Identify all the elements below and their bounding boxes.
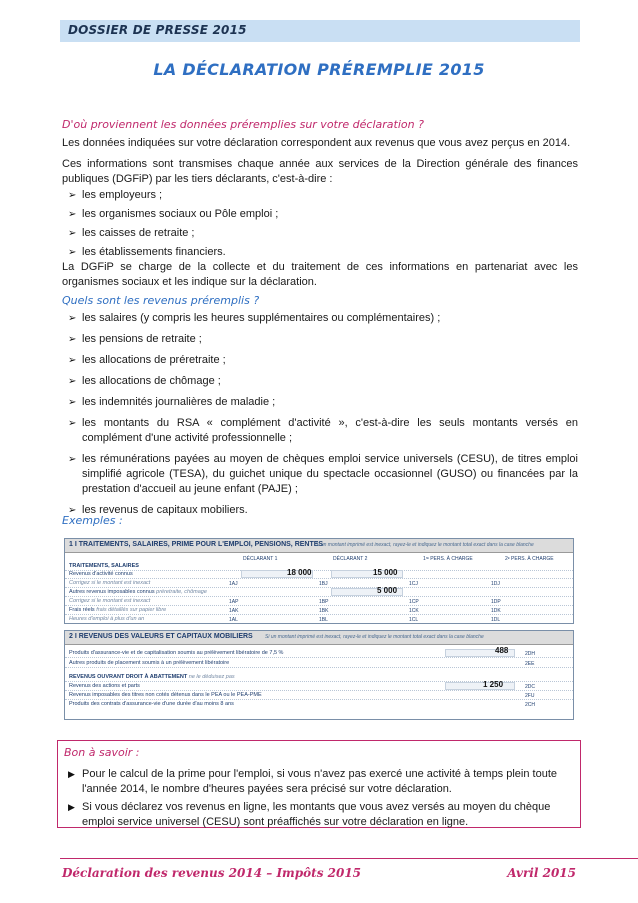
form1-box-code: 1DL (491, 617, 501, 623)
list-item: ➢ les montants du RSA « complément d'activité », c'est-à-dire les seuls montants versés en complément d'une activité professionnelle ; (68, 417, 578, 444)
list-item: ▶ Si vous déclarez vos revenus en ligne, les montants que vous avez versés au moyen du chèque emploi service universel (CESU) sont préaffichés sur votre déclaration en ligne. (68, 801, 551, 828)
form1-box-code: 1BP (319, 599, 329, 605)
form1-col-header: DÉCLARANT 1 (243, 556, 278, 562)
form1-box-code: 1BL (319, 617, 328, 623)
form1-row (65, 597, 573, 606)
form2-row (65, 646, 573, 658)
form1-box-code: 1BJ (319, 581, 328, 587)
arrow-bullet-icon: ➢ (68, 376, 77, 387)
form-example-salaries (64, 538, 574, 624)
form1-box-code: 1DK (491, 608, 501, 614)
form1-row-label: Corrigez si le montant est inexact (69, 580, 151, 586)
footer-divider (60, 858, 638, 859)
triangle-bullet-icon: ▶ (68, 769, 75, 779)
triangle-bullet-icon: ▶ (68, 802, 75, 812)
list-item: ➢ les revenus de capitaux mobiliers. (68, 504, 248, 516)
form1-row-label: Frais réels frais détaillés sur papier libre (69, 607, 167, 613)
form2-box-code: 2DH (525, 651, 536, 657)
list-item: ➢ les caisses de retraite ; (68, 227, 195, 239)
form1-row-label: Autres revenus imposables connus préretraite, chômage (69, 589, 207, 595)
form1-row (65, 615, 573, 624)
form2-row-label: Autres produits de placement soumis à un prélèvement libératoire (69, 660, 230, 666)
bon-a-savoir-heading: Bon à savoir : (64, 746, 140, 759)
form2-row-label: Revenus imposables des titres non cotés détenus dans le PEA ou le PEA-PME (69, 692, 262, 698)
list-item: ➢ les pensions de retraite ; (68, 333, 202, 345)
section2-list (68, 311, 578, 524)
form1-row-label: TRAITEMENTS, SALAIRES (69, 563, 139, 569)
form1-box-code: 1CL (409, 617, 419, 623)
list-item: ➢ les organismes sociaux ou Pôle emploi ; (68, 208, 279, 220)
form1-box-code: 1AL (229, 617, 238, 623)
form2-note: Si un montant imprimé est inexact, rayez-le et indiquez le montant total exact dans la case blanche (265, 634, 484, 640)
form2-box-code: 2FU (525, 693, 535, 699)
header-band-text: DOSSIER DE PRESSE 2015 (68, 23, 247, 37)
form1-col-header: 1ʳᵉ PERS. À CHARGE (423, 556, 473, 562)
form1-row (65, 588, 573, 597)
form1-box-code: 1CJ (409, 581, 418, 587)
header-band (60, 20, 580, 42)
arrow-bullet-icon: ➢ (68, 334, 77, 345)
section1-para3: La DGFiP se charge de la collecte et du traitement de ces informations en partenariat avec les organismes sociaux et les indique sur la déclaration. (62, 261, 578, 288)
form1-row (65, 579, 573, 588)
form2-value: 1 250 (483, 680, 504, 689)
form2-row-label: Produits d'assurance-vie et de capitalisation soumis au prélèvement libératoire de 7,5 % (69, 650, 284, 656)
list-item: ➢ les allocations de préretraite ; (68, 354, 226, 366)
list-item: ➢ les employeurs ; (68, 189, 163, 201)
form2-box-code: 2DC (525, 684, 536, 690)
page-title: LA DÉCLARATION PRÉREMPLIE 2015 (153, 60, 485, 79)
section1-para2: Ces informations sont transmises chaque année aux services de la Direction générale des finances publiques (DGFiP) par les tiers déclarants, c'est-à-dire : (62, 158, 578, 185)
list-item: ➢ les salaires (y compris les heures supplémentaires ou complémentaires) ; (68, 312, 441, 324)
bon-a-savoir-box (57, 740, 581, 828)
section1-para1: Les données indiquées sur votre déclaration correspondent aux revenus que vous avez perçus en 2014. (62, 137, 571, 149)
form1-box-code: 1CK (409, 608, 419, 614)
arrow-bullet-icon: ➢ (68, 209, 77, 220)
form1-row-label: Corrigez si le montant est inexact (69, 598, 151, 604)
form1-box-code: 1AJ (229, 581, 238, 587)
list-item: ▶ Pour le calcul de la prime pour l'emploi, si vous n'avez pas exercé une activité à temps plein toute l'année 2014, le nombre d'heures payées sera précisé sur votre déclaration. (68, 768, 558, 795)
form-example-capital-income (64, 630, 574, 720)
form1-row (65, 570, 573, 579)
form1-note: Si un montant imprimé est inexact, rayez-le et indiquez le montant total exact dans la case blanche (315, 542, 534, 548)
form1-box-code: 1AP (229, 599, 239, 605)
form2-title: 2 I REVENUS DES VALEURS ET CAPITAUX MOBILIERS (69, 633, 253, 640)
form2-row (65, 700, 573, 709)
form1-col-header: 2ᵉ PERS. À CHARGE (505, 556, 554, 562)
footer-date: Avril 2015 (507, 866, 576, 880)
form1-title: 1 I TRAITEMENTS, SALAIRES, PRIME POUR L'EMPLOI, PENSIONS, RENTES (69, 541, 324, 548)
list-item: ➢ les indemnités journalières de maladie ; (68, 396, 276, 408)
arrow-bullet-icon: ➢ (68, 228, 77, 239)
form2-title-bar (65, 631, 573, 645)
list-item: ➢ les rémunérations payées au moyen de chèques emploi service universels (CESU), de titres emploi simplifié agricole (TESA), du guichet unique du spectacle occasionnel (GUSO) ou financées par la prestation d'accueil au jeune enfant (PAJE) ; (68, 453, 578, 495)
form2-row (65, 659, 573, 668)
arrow-bullet-icon: ➢ (68, 313, 77, 324)
form1-row-label: Heures d'emploi à plus d'un an (69, 616, 145, 622)
form1-box-code: 1DP (491, 599, 501, 605)
examples-heading: Exemples : (62, 514, 123, 527)
section1-heading: D'où proviennent les données préremplies sur votre déclaration ? (62, 118, 424, 131)
list-item: ➢ les établissements financiers. (68, 246, 226, 258)
form1-row (65, 606, 573, 615)
list-item: ➢ les allocations de chômage ; (68, 375, 221, 387)
form2-cell (445, 682, 515, 690)
arrow-bullet-icon: ➢ (68, 190, 77, 201)
section1-list (68, 188, 578, 264)
form1-box-code: 1BK (319, 608, 329, 614)
arrow-bullet-icon: ➢ (68, 418, 77, 429)
form2-row (65, 691, 573, 700)
form1-box-code: 1DJ (491, 581, 500, 587)
form1-row-label: Revenus d'activité connus (69, 571, 133, 577)
arrow-bullet-icon: ➢ (68, 454, 77, 465)
form2-value: 488 (495, 646, 509, 655)
form1-value: 15 000 (373, 568, 398, 577)
arrow-bullet-icon: ➢ (68, 397, 77, 408)
footer-left-text: Déclaration des revenus 2014 – Impôts 2015 (62, 866, 362, 880)
form2-row-label: Revenus des actions et parts (69, 683, 140, 689)
arrow-bullet-icon: ➢ (68, 247, 77, 258)
form2-row-label: REVENUS OUVRANT DROIT À ABATTEMENT ne le déduisez pas (69, 674, 235, 680)
form1-box-code: 1AK (229, 608, 239, 614)
section2-heading: Quels sont les revenus préremplis ? (62, 294, 260, 307)
arrow-bullet-icon: ➢ (68, 355, 77, 366)
bon-a-savoir-list (68, 767, 574, 833)
form2-box-code: 2CH (525, 702, 536, 708)
form2-box-code: 2EE (525, 661, 535, 667)
form2-row-label: Produits des contrats d'assurance-vie d'une durée d'au moins 8 ans (69, 701, 234, 707)
form1-col-header: DÉCLARANT 2 (333, 556, 368, 562)
form1-value: 18 000 (287, 568, 312, 577)
form1-title-bar (65, 539, 573, 553)
arrow-bullet-icon: ➢ (68, 505, 77, 516)
form1-value: 5 000 (377, 586, 398, 595)
form1-box-code: 1CP (409, 599, 419, 605)
form2-row (65, 682, 573, 691)
